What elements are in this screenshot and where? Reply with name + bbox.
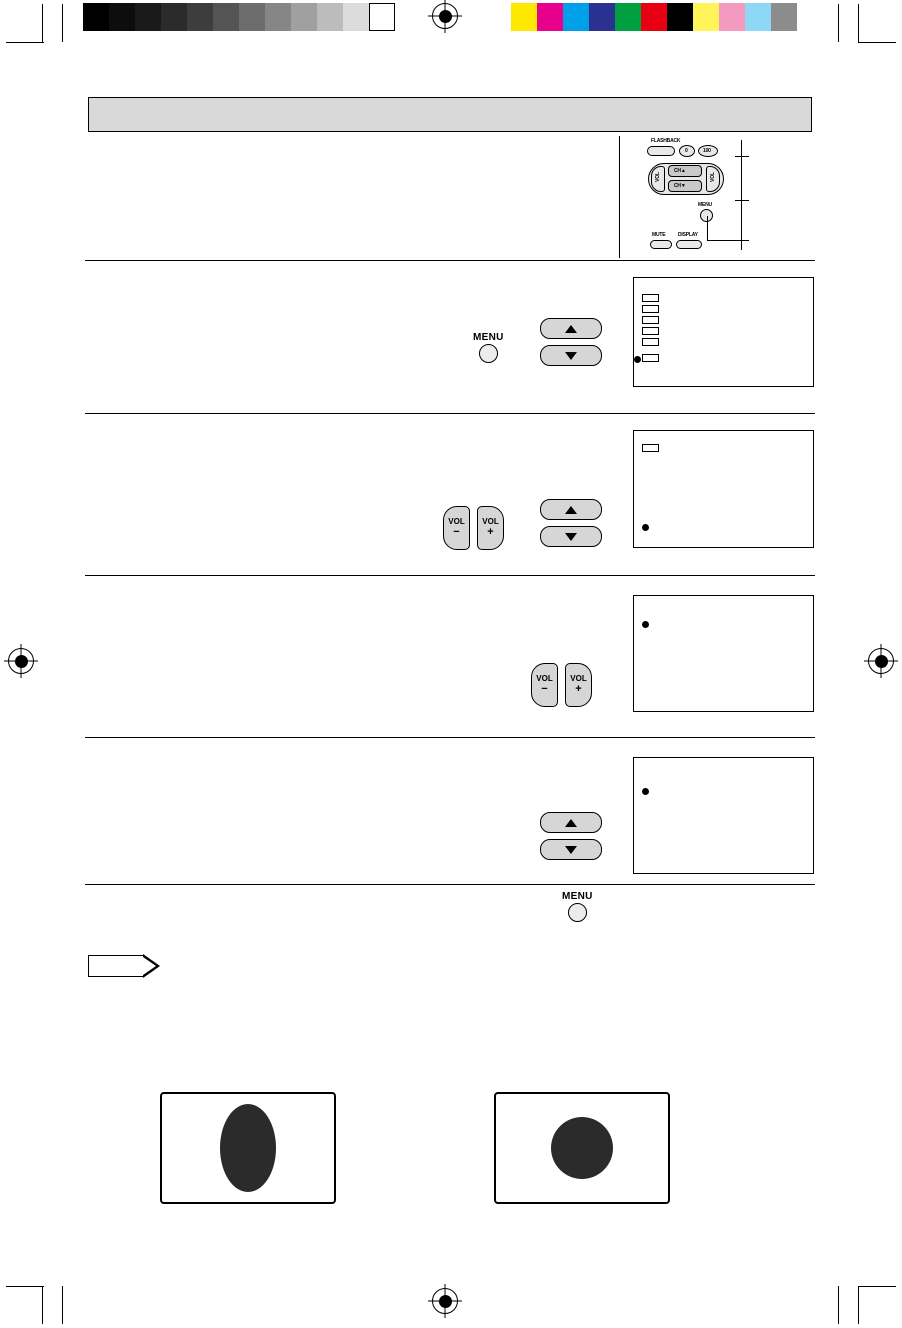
note-callout-arrow [88, 955, 160, 977]
grayscale-swatch [213, 3, 239, 31]
color-swatch [641, 3, 667, 31]
step-1-osd-screen [633, 277, 814, 387]
leader-line-2 [735, 200, 749, 201]
crop-mark-bottom-left2-vertical [62, 1286, 63, 1324]
circle-shape [551, 1117, 613, 1179]
remote-vol-left-label: VOL [654, 172, 661, 182]
tv-figure-right [494, 1092, 670, 1204]
grayscale-swatch [83, 3, 109, 31]
down-button[interactable] [540, 839, 602, 860]
volume-down-button[interactable] [531, 663, 558, 707]
crop-mark-top-left-vertical [42, 4, 43, 42]
remote-display-label: DISPLAY [678, 232, 698, 238]
volume-down-button[interactable] [443, 506, 470, 550]
remote-zero-label: 0 [685, 148, 688, 154]
up-button[interactable] [540, 812, 602, 833]
triangle-up-icon [565, 819, 577, 827]
triangle-up-icon [565, 506, 577, 514]
remote-flashback-label: FLASHBACK [651, 138, 681, 144]
vol-minus-sign: − [453, 525, 460, 538]
grayscale-swatch [187, 3, 213, 31]
divider-4 [85, 737, 815, 738]
step-3-volume-buttons[interactable] [531, 663, 592, 707]
step-1-menu-button[interactable] [473, 332, 504, 363]
step-2-osd-screen [633, 430, 814, 548]
divider-2 [85, 413, 815, 414]
step-3-osd-screen [633, 595, 814, 712]
step-5-menu-label: MENU [562, 891, 593, 902]
leader-bracket-right [741, 140, 742, 250]
osd-menu-row [642, 294, 659, 302]
divider-3 [85, 575, 815, 576]
crop-mark-bottom-right-horizontal [858, 1286, 896, 1287]
grayscale-swatch [369, 3, 395, 31]
osd-selection-bullet [634, 356, 641, 363]
step-4-updown-buttons[interactable] [540, 812, 602, 860]
vol-plus-sign: + [575, 682, 582, 695]
registration-mark-right [868, 648, 894, 674]
osd-menu-row [642, 316, 659, 324]
step-1-updown-buttons[interactable] [540, 318, 602, 366]
vol-label: VOL [536, 674, 553, 684]
osd-selection-bullet [642, 621, 649, 628]
color-swatch [693, 3, 719, 31]
remote-display-button[interactable] [676, 240, 702, 249]
volume-up-button[interactable] [477, 506, 504, 550]
triangle-down-icon [565, 352, 577, 360]
osd-menu-row [642, 338, 659, 346]
vol-minus-sign: − [541, 682, 548, 695]
osd-selection-bullet [642, 524, 649, 531]
menu-circle-icon [568, 903, 587, 922]
remote-flashback-button[interactable] [647, 146, 675, 156]
crop-mark-top-left-horizontal [6, 42, 44, 43]
osd-menu-row [642, 354, 659, 362]
color-swatch [511, 3, 537, 31]
crop-mark-bottom-left-horizontal [6, 1286, 44, 1287]
remote-channel-up-label: CH▲ [674, 168, 686, 174]
grayscale-swatch [239, 3, 265, 31]
vol-plus-sign: + [487, 525, 494, 538]
color-swatch [771, 3, 797, 31]
crop-mark-top-right-vertical [858, 4, 859, 42]
remote-hundred-label: 100 [703, 148, 711, 154]
registration-mark-bottom [432, 1288, 458, 1314]
up-button[interactable] [540, 499, 602, 520]
step-2-updown-buttons[interactable] [540, 499, 602, 547]
leader-line-3b [707, 240, 749, 241]
color-swatch [719, 3, 745, 31]
grayscale-colorbar [83, 3, 395, 31]
crop-mark-bottom-right-vertical [858, 1286, 859, 1324]
crop-mark-top-left2-vertical [62, 4, 63, 42]
crop-mark-bottom-right2-vertical [838, 1286, 839, 1324]
osd-menu-row [642, 327, 659, 335]
crop-mark-top-right-horizontal [858, 42, 896, 43]
page-title-bar [88, 97, 812, 132]
step-2-volume-buttons[interactable] [443, 506, 504, 550]
triangle-up-icon [565, 325, 577, 333]
vol-label: VOL [448, 517, 465, 527]
grayscale-swatch [343, 3, 369, 31]
vol-label: VOL [482, 517, 499, 527]
remote-mute-button[interactable] [650, 240, 672, 249]
step-4-osd-screen [633, 757, 814, 874]
volume-up-button[interactable] [565, 663, 592, 707]
osd-menu-row [642, 444, 659, 452]
color-swatch [589, 3, 615, 31]
grayscale-swatch [265, 3, 291, 31]
step-1-menu-label: MENU [473, 332, 504, 343]
down-button[interactable] [540, 345, 602, 366]
registration-mark-top [432, 3, 458, 29]
remote-mute-label: MUTE [652, 232, 666, 238]
step-5-menu-button[interactable] [562, 891, 593, 922]
note-arrow-tip-inner [143, 957, 156, 975]
tall-ellipse-shape [220, 1104, 276, 1192]
triangle-down-icon [565, 533, 577, 541]
osd-selection-bullet [642, 788, 649, 795]
crop-mark-top-right2-vertical [838, 4, 839, 42]
grayscale-swatch [109, 3, 135, 31]
divider-5 [85, 884, 815, 885]
divider-1 [85, 260, 815, 261]
grayscale-swatch [291, 3, 317, 31]
crop-mark-bottom-left-vertical [42, 1286, 43, 1324]
color-swatch [615, 3, 641, 31]
tv-figure-left [160, 1092, 336, 1204]
up-button[interactable] [540, 318, 602, 339]
color-swatch [745, 3, 771, 31]
osd-menu-row [642, 305, 659, 313]
leader-line-3 [707, 216, 708, 240]
remote-vol-right-label: VOL [709, 172, 716, 182]
color-swatch [563, 3, 589, 31]
remote-channel-down-label: CH▼ [674, 183, 686, 189]
triangle-down-icon [565, 846, 577, 854]
vol-label: VOL [570, 674, 587, 684]
remote-menu-label: MENU [698, 202, 712, 208]
leader-line-1 [735, 156, 749, 157]
color-swatch [667, 3, 693, 31]
grayscale-swatch [317, 3, 343, 31]
menu-circle-icon [479, 344, 498, 363]
note-body [88, 955, 144, 977]
color-colorbar [511, 3, 797, 31]
grayscale-swatch [161, 3, 187, 31]
grayscale-swatch [135, 3, 161, 31]
registration-mark-left [8, 648, 34, 674]
down-button[interactable] [540, 526, 602, 547]
color-swatch [537, 3, 563, 31]
